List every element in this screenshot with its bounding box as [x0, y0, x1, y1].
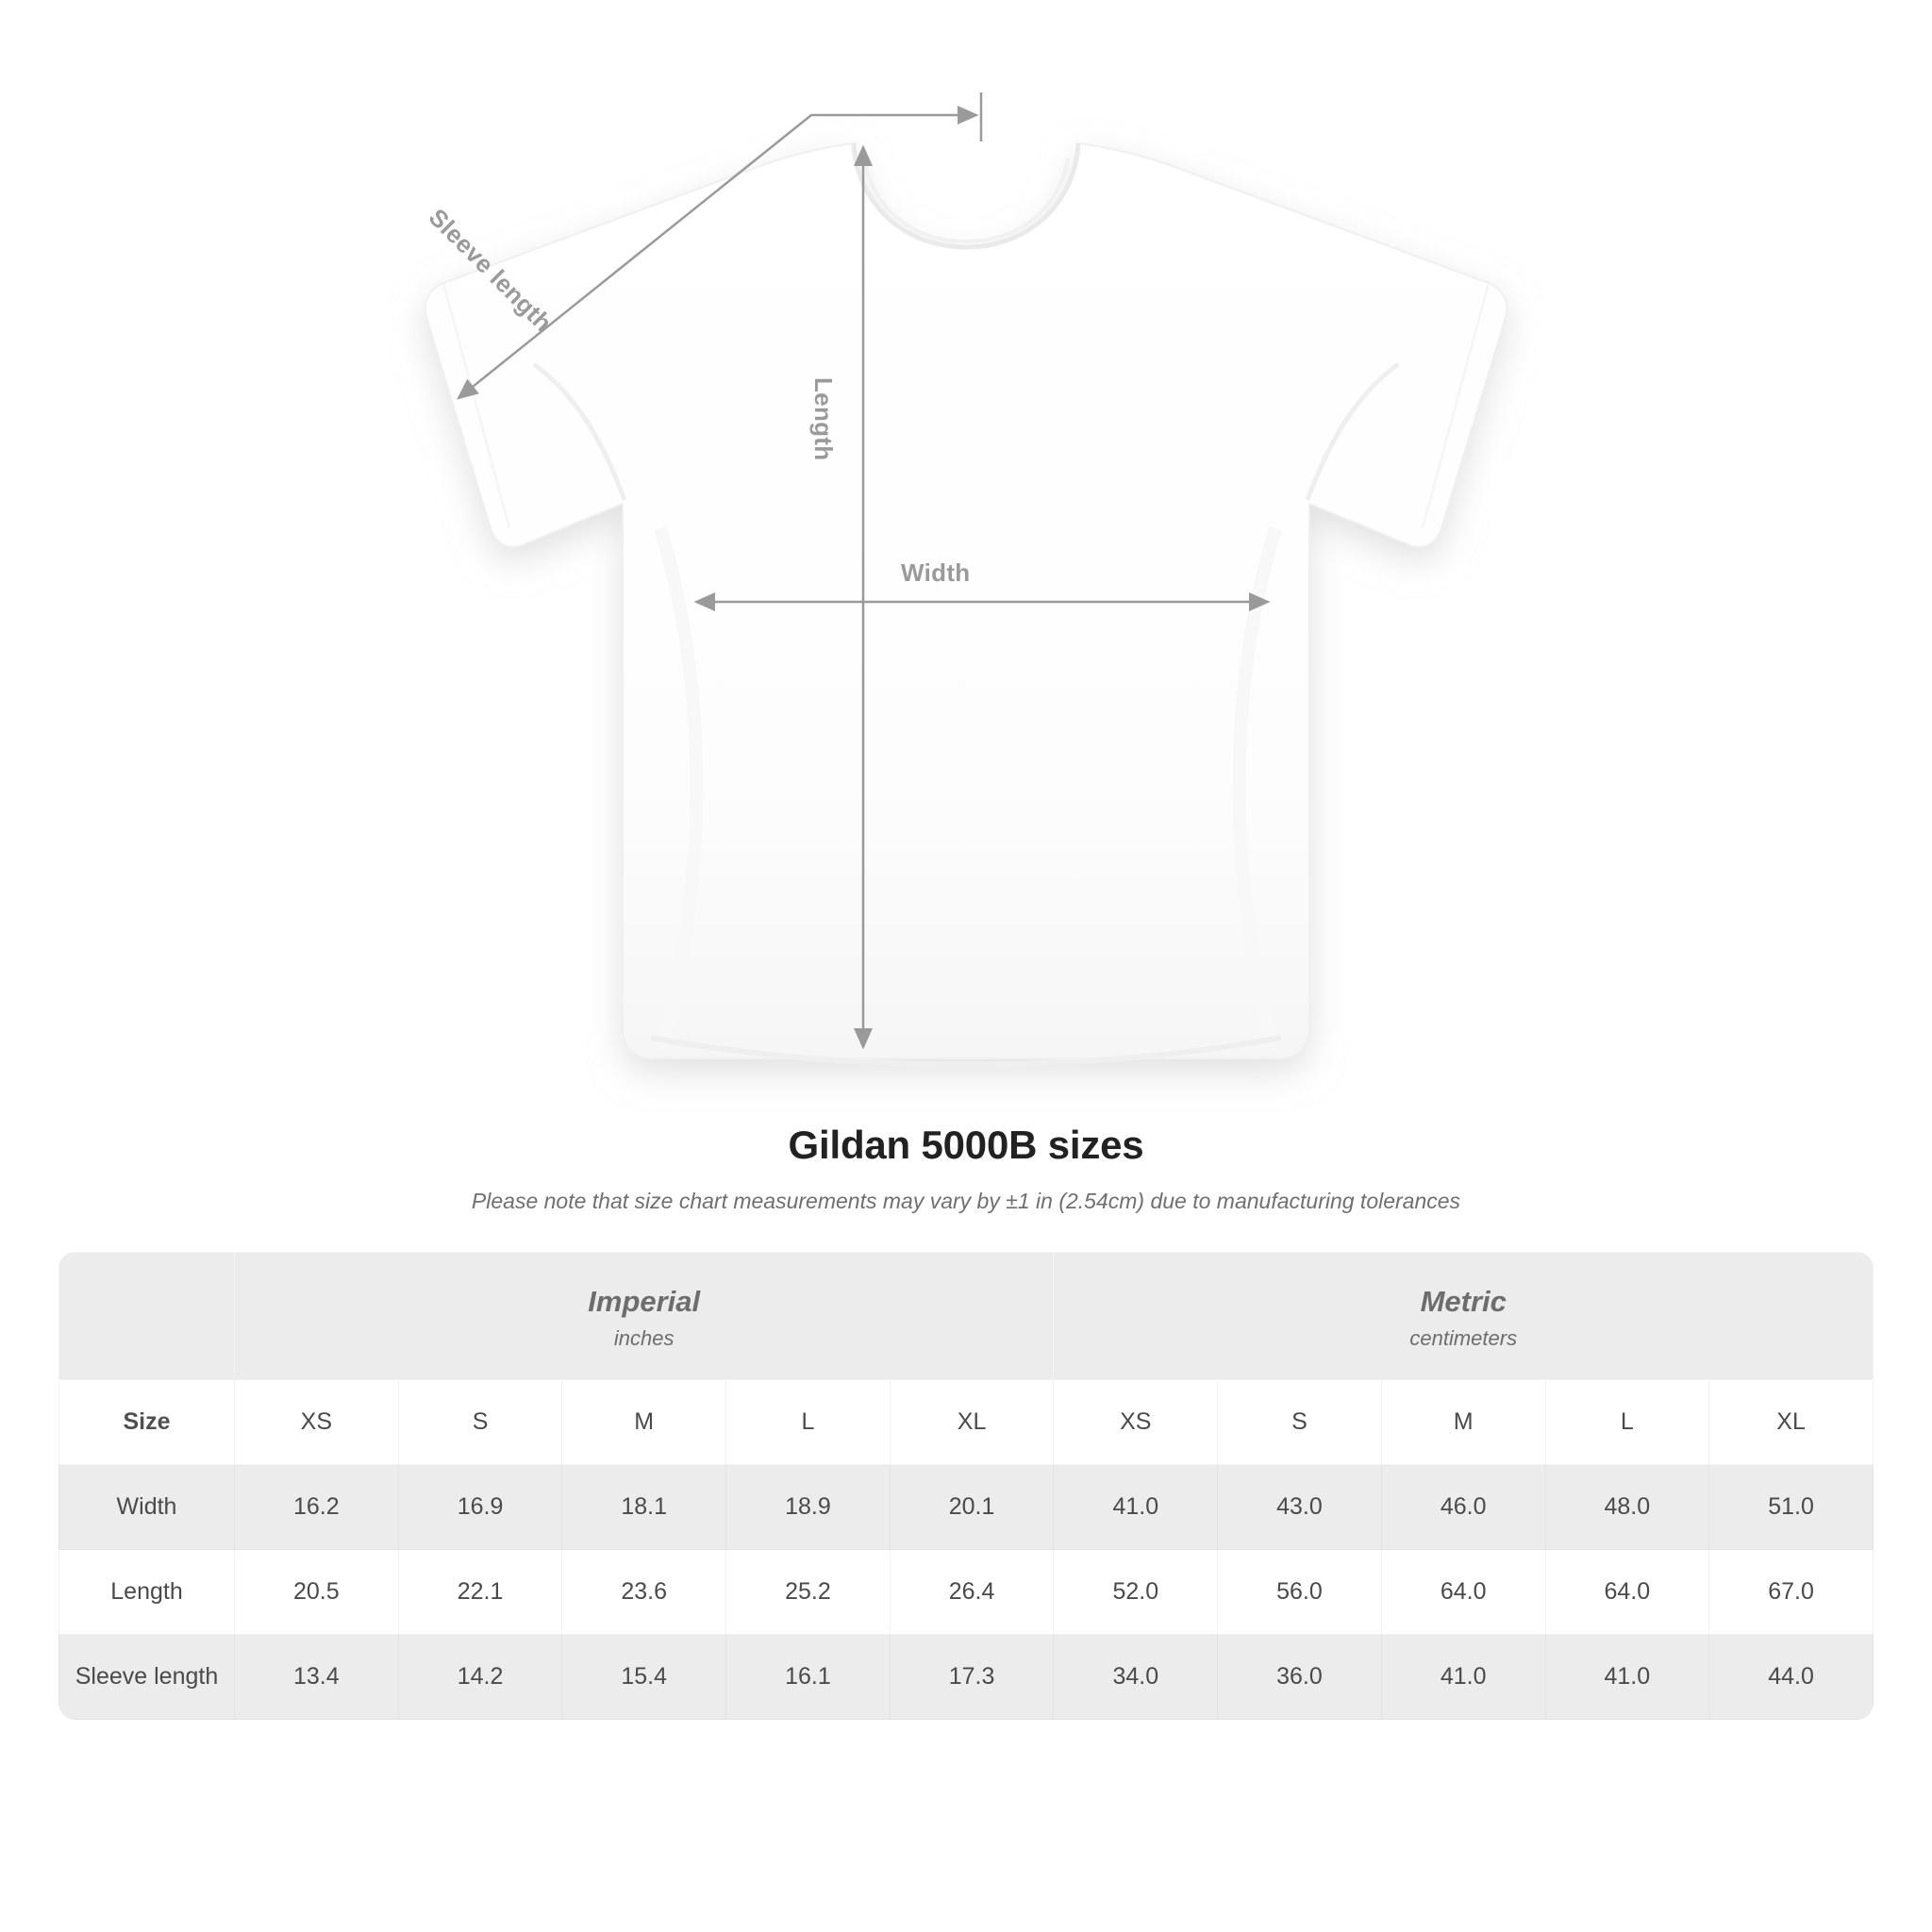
cell-length-imperial-m: 23.6 — [562, 1549, 726, 1634]
cell-sleeve-metric-m: 41.0 — [1381, 1634, 1545, 1719]
cell-width-imperial-xl: 20.1 — [890, 1464, 1054, 1549]
size-header-metric-xs: XS — [1054, 1379, 1218, 1464]
cell-sleeve-imperial-l: 16.1 — [726, 1634, 891, 1719]
size-header-imperial-xs: XS — [235, 1379, 399, 1464]
table-row — [59, 1549, 1874, 1634]
cell-length-imperial-l: 25.2 — [726, 1549, 891, 1634]
cell-sleeve-metric-s: 36.0 — [1218, 1634, 1382, 1719]
row-label-length: Length — [59, 1549, 235, 1634]
row-label-sleeve-length: Sleeve length — [59, 1634, 235, 1719]
cell-width-imperial-l: 18.9 — [726, 1464, 891, 1549]
cell-length-metric-m: 64.0 — [1381, 1549, 1545, 1634]
tolerance-note: Please note that size chart measurements may vary by ±1 in (2.54cm) due to manufacturing tolerances — [471, 1189, 1461, 1213]
size-header-label: Size — [59, 1379, 235, 1464]
cell-width-imperial-s: 16.9 — [398, 1464, 562, 1549]
cell-sleeve-imperial-xl: 17.3 — [890, 1634, 1054, 1719]
cell-width-imperial-m: 18.1 — [562, 1464, 726, 1549]
table-row — [59, 1464, 1874, 1549]
unit-group-imperial — [235, 1253, 1054, 1380]
cell-length-imperial-s: 22.1 — [398, 1549, 562, 1634]
size-table — [58, 1252, 1874, 1720]
unit-sub-metric: centimeters — [1409, 1325, 1518, 1350]
cell-sleeve-metric-xs: 34.0 — [1054, 1634, 1218, 1719]
cell-width-metric-xl: 51.0 — [1709, 1464, 1874, 1549]
unit-name-imperial: Imperial — [588, 1285, 701, 1318]
size-table-wrapper — [58, 1252, 1874, 1720]
title-block — [0, 1123, 1932, 1214]
size-header-imperial-xl: XL — [890, 1379, 1054, 1464]
cell-length-imperial-xl: 26.4 — [890, 1549, 1054, 1634]
size-header-metric-m: M — [1381, 1379, 1545, 1464]
cell-sleeve-imperial-m: 15.4 — [562, 1634, 726, 1719]
cell-length-imperial-xs: 20.5 — [235, 1549, 399, 1634]
size-header-imperial-s: S — [398, 1379, 562, 1464]
table-row — [59, 1634, 1874, 1719]
length-label: Length — [809, 377, 838, 461]
cell-length-metric-l: 64.0 — [1545, 1549, 1709, 1634]
cell-sleeve-metric-xl: 44.0 — [1709, 1634, 1874, 1719]
cell-width-metric-s: 43.0 — [1218, 1464, 1382, 1549]
unit-group-metric — [1054, 1253, 1874, 1380]
size-header-imperial-l: L — [726, 1379, 891, 1464]
unit-header-row — [59, 1253, 1874, 1380]
size-header-metric-l: L — [1545, 1379, 1709, 1464]
cell-width-metric-m: 46.0 — [1381, 1464, 1545, 1549]
sleeve-length-label: Sleeve length — [423, 203, 558, 338]
unit-corner-cell — [59, 1253, 235, 1380]
cell-length-metric-s: 56.0 — [1218, 1549, 1382, 1634]
cell-width-metric-l: 48.0 — [1545, 1464, 1709, 1549]
cell-sleeve-metric-l: 41.0 — [1545, 1634, 1709, 1719]
page-title: Gildan 5000B sizes — [788, 1123, 1144, 1167]
unit-name-metric: Metric — [1420, 1285, 1507, 1318]
row-label-width: Width — [59, 1464, 235, 1549]
unit-sub-imperial: inches — [613, 1325, 675, 1350]
cell-width-metric-xs: 41.0 — [1054, 1464, 1218, 1549]
cell-sleeve-imperial-xs: 13.4 — [235, 1634, 399, 1719]
width-label: Width — [901, 558, 971, 587]
size-header-metric-s: S — [1218, 1379, 1382, 1464]
cell-sleeve-imperial-s: 14.2 — [398, 1634, 562, 1719]
size-header-metric-xl: XL — [1709, 1379, 1874, 1464]
cell-length-metric-xl: 67.0 — [1709, 1549, 1874, 1634]
size-header-imperial-m: M — [562, 1379, 726, 1464]
cell-length-metric-xs: 52.0 — [1054, 1549, 1218, 1634]
size-header-row — [59, 1379, 1874, 1464]
cell-width-imperial-xs: 16.2 — [235, 1464, 399, 1549]
